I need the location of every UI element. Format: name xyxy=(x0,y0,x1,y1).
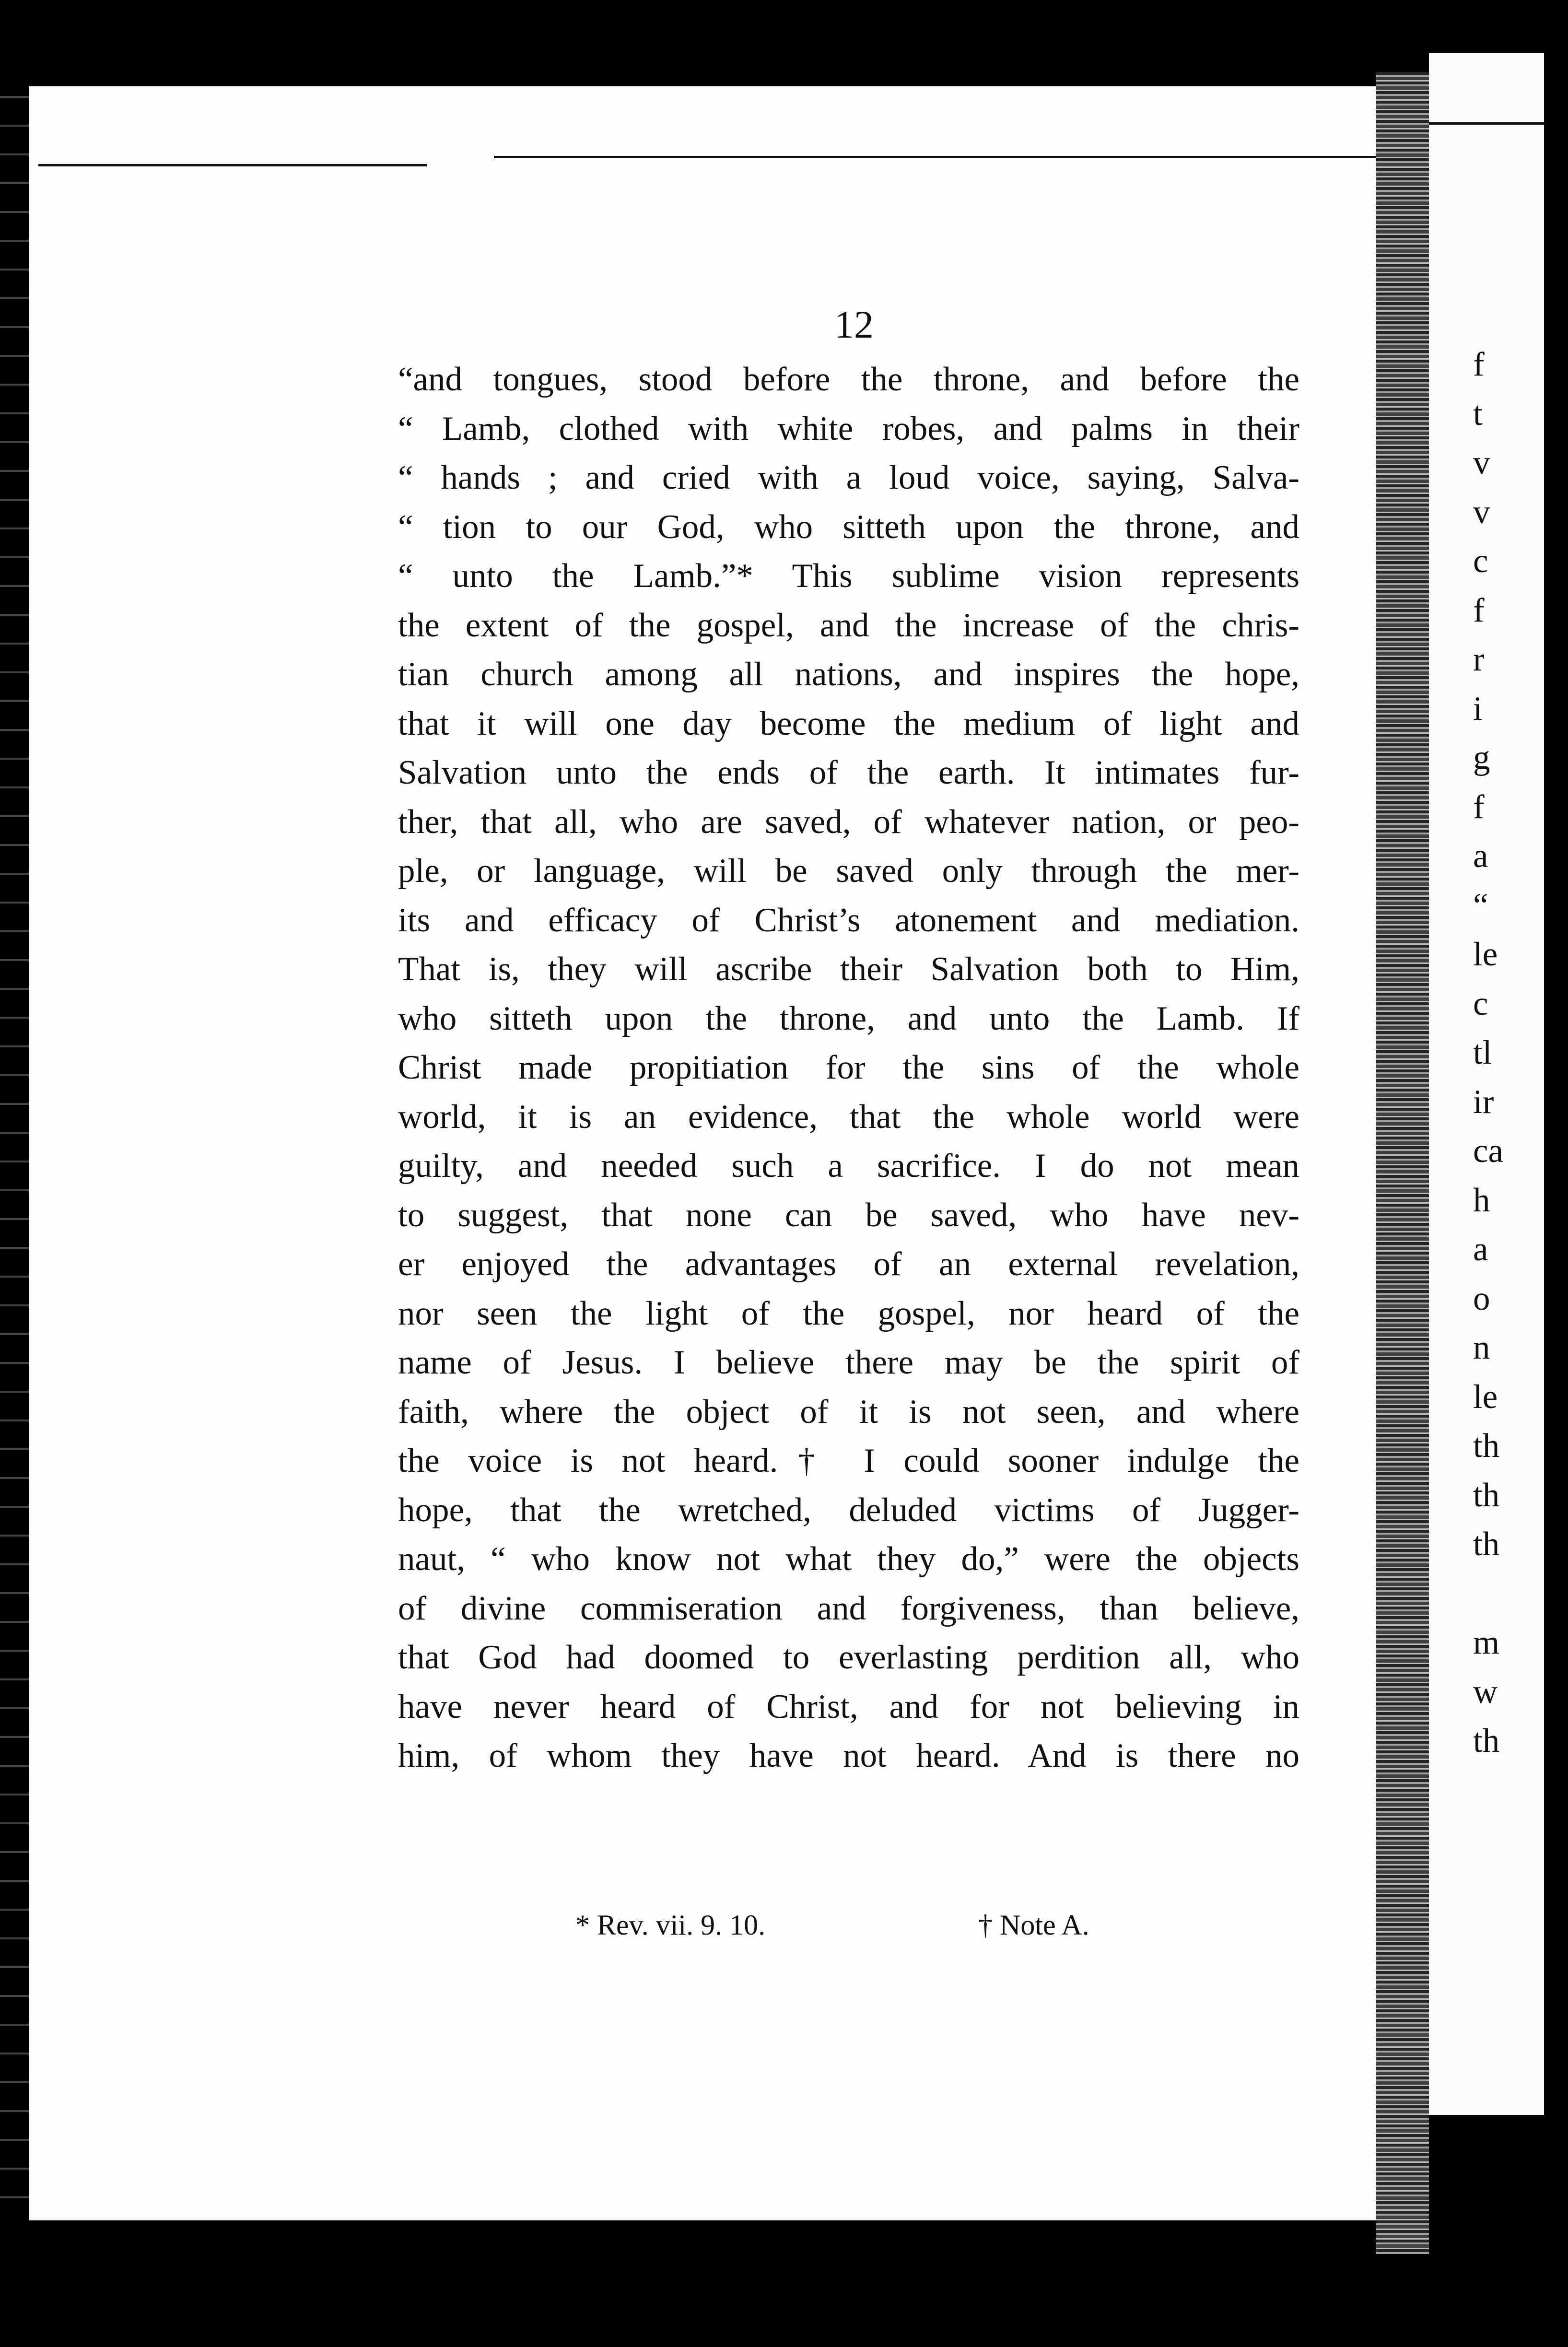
facing-line-fragment: a xyxy=(1473,837,1488,875)
text-line: of divine commiseration and forgiveness, than believe, xyxy=(398,1589,1299,1627)
text-line: the extent of the gospel, and the increase of the chris- xyxy=(398,606,1299,644)
top-rule-right xyxy=(494,156,1376,158)
page-number: 12 xyxy=(834,303,874,346)
text-line: him, of whom they have not heard. And is there no xyxy=(398,1737,1299,1774)
text-line: ple, or language, will be saved only through the mer- xyxy=(398,852,1299,890)
text-line: “ Lamb, clothed with white robes, and palms in their xyxy=(398,410,1299,447)
facing-line-fragment: v xyxy=(1473,493,1490,531)
facing-line-fragment: g xyxy=(1473,739,1490,776)
facing-line-fragment: th xyxy=(1473,1427,1500,1465)
text-line: faith, where the object of it is not seen, and where xyxy=(398,1393,1299,1431)
facing-line-fragment: t xyxy=(1473,395,1483,433)
text-line: that it will one day become the medium of light and xyxy=(398,704,1299,742)
text-line: its and efficacy of Christ’s atonement and mediation. xyxy=(398,901,1299,939)
facing-line-fragment: f xyxy=(1473,591,1485,629)
text-line: have never heard of Christ, and for not believing in xyxy=(398,1688,1299,1725)
text-line: naut, “ who know not what they do,” were the objects xyxy=(398,1540,1299,1578)
facing-line-fragment: v xyxy=(1473,444,1490,481)
facing-line-fragment: r xyxy=(1473,641,1485,678)
text-line: hope, that the wretched, deluded victims of Jugger- xyxy=(398,1491,1299,1529)
facing-line-fragment: m xyxy=(1473,1624,1500,1661)
facing-line-fragment: c xyxy=(1473,542,1488,580)
text-line: Christ made propitiation for the sins of the whole xyxy=(398,1049,1299,1086)
text-line: “ unto the Lamb.”* This sublime vision represents xyxy=(398,557,1299,595)
facing-line-fragment: ir xyxy=(1473,1083,1494,1121)
top-rule-left xyxy=(38,164,427,166)
text-line: that God had doomed to everlasting perdition all, who xyxy=(398,1639,1299,1676)
facing-line-fragment: n xyxy=(1473,1329,1490,1366)
facing-line-fragment: a xyxy=(1473,1231,1488,1268)
book-page xyxy=(29,86,1376,2220)
text-line: “ hands ; and cried with a loud voice, saying, Salva- xyxy=(398,459,1299,496)
facing-line-fragment: i xyxy=(1473,690,1483,728)
binding-gutter xyxy=(1376,72,1429,2254)
facing-line-fragment: th xyxy=(1473,1476,1500,1514)
facing-line-fragment: f xyxy=(1473,346,1485,383)
text-line: Salvation unto the ends of the earth. It intimates fur- xyxy=(398,754,1299,791)
text-line: world, it is an evidence, that the whole world were xyxy=(398,1098,1299,1136)
facing-line-fragment: “ xyxy=(1473,886,1488,924)
text-line: “and tongues, stood before the throne, and before the xyxy=(398,361,1299,398)
facing-line-fragment: c xyxy=(1473,985,1488,1022)
facing-line-fragment: le xyxy=(1473,1378,1498,1416)
text-line: “ tion to our God, who sitteth upon the throne, and xyxy=(398,508,1299,546)
facing-line-fragment: ca xyxy=(1473,1132,1504,1170)
facing-line-fragment: h xyxy=(1473,1181,1490,1219)
text-line: nor seen the light of the gospel, nor heard of the xyxy=(398,1294,1299,1332)
text-line: tian church among all nations, and inspires the hope, xyxy=(398,656,1299,693)
facing-line-fragment: w xyxy=(1473,1673,1498,1711)
body-text xyxy=(398,355,1299,1781)
text-line: name of Jesus. I believe there may be the spirit of xyxy=(398,1344,1299,1381)
text-line: That is, they will ascribe their Salvation both to Him, xyxy=(398,951,1299,988)
footnote-rev: * Rev. vii. 9. 10. xyxy=(575,1909,766,1941)
footnote-note-a: † Note A. xyxy=(978,1909,1089,1941)
left-edge-shadow xyxy=(0,86,29,2220)
facing-line-fragment: th xyxy=(1473,1722,1500,1760)
facing-line-fragment: tl xyxy=(1473,1034,1492,1071)
text-line: er enjoyed the advantages of an external revelation, xyxy=(398,1245,1299,1283)
facing-line-fragment: th xyxy=(1473,1526,1500,1563)
text-line: guilty, and needed such a sacrifice. I do not mean xyxy=(398,1147,1299,1185)
facing-line-fragment: le xyxy=(1473,936,1498,973)
facing-line-fragment: f xyxy=(1473,788,1485,826)
facing-line-fragment: o xyxy=(1473,1279,1490,1317)
text-line: ther, that all, who are saved, of whatever nation, or peo- xyxy=(398,803,1299,841)
text-line: the voice is not heard.† I could sooner indulge the xyxy=(398,1442,1299,1479)
facing-page xyxy=(1429,53,1544,2115)
text-line: who sitteth upon the throne, and unto the Lamb. If xyxy=(398,999,1299,1037)
facing-top-rule xyxy=(1429,122,1544,125)
text-line: to suggest, that none can be saved, who have nev- xyxy=(398,1196,1299,1234)
